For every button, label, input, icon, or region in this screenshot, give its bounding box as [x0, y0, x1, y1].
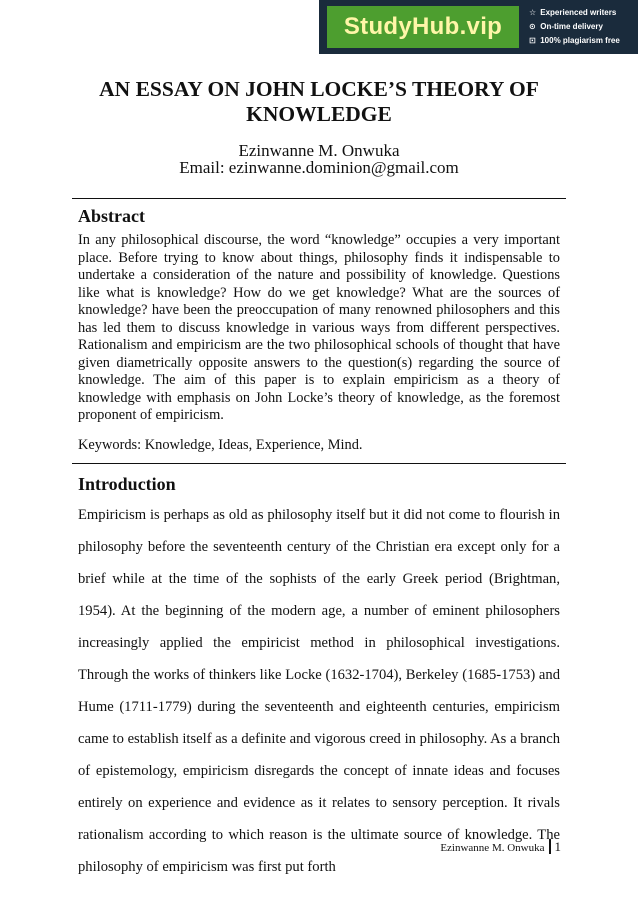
page-footer	[440, 840, 561, 855]
feature-list	[529, 6, 637, 48]
keywords: Keywords: Knowledge, Ideas, Experience, Mind.	[78, 437, 363, 453]
studyhub-banner[interactable]	[319, 0, 638, 54]
divider	[72, 198, 566, 199]
divider	[72, 463, 566, 464]
page-number: 1	[549, 839, 562, 854]
introduction-text: Empiricism is perhaps as old as philosophy itself but it did not come to flourish in philosophy before the seventeenth century of the Christian era except only for a brief while at the time of the sophists of the early Greek period (Brightman, 1954). At the beginning of the modern age, a number of eminent philosophers increasingly applied the empiricist method in philosophical investigations. Through the works of thinkers like Locke (1632-1704), Berkeley (1685-1753) and Hume (1711-1779) during the seventeenth and eighteenth centuries, empiricism came to establish itself as a definite and vigorous creed in philosophy. As a branch of epistemology, empiricism disregards the concept of innate ideas and focuses entirely on experience and evidence as it relates to sensory perception. It rivals rationalism according to which reason is the ultimate source of knowledge. The philosophy of empiricism was first put forth	[78, 507, 560, 875]
clock-icon: ⊙	[529, 22, 536, 31]
document-title: AN ESSAY ON JOHN LOCKE’S THEORY OF KNOWLEDGE	[99, 77, 539, 126]
introduction-heading: Introduction	[78, 474, 176, 494]
star-icon: ☆	[529, 8, 537, 17]
feature-item	[529, 6, 637, 20]
feature-label: On-time delivery	[540, 22, 603, 31]
feature-label: Experienced writers	[540, 8, 617, 17]
studyhub-logo[interactable]: StudyHub.vip	[327, 6, 519, 48]
footer-author: Ezinwanne M. Onwuka	[440, 842, 545, 854]
feature-label: 100% plagiarism free	[540, 36, 620, 45]
author-email: Email: ezinwanne.dominion@gmail.com	[179, 158, 459, 177]
abstract-text: In any philosophical discourse, the word “knowledge” occupies a very important place. Before trying to know about things, philosophy finds it indispensable to undertake a consideration of the nature and possibility of knowledge. Questions like what is knowledge? How do we get knowledge? What are the sources of knowledge? have been the preoccupation of many renowned philosophers and this has led them to discuss knowledge in various ways from different perspectives. Rationalism and empiricism are the two philosophical schools of thought that have given diametrically opposite answers to the question(s) regarding the source of knowledge. The aim of this paper is to explain empiricism as a theory of knowledge with emphasis on John Locke’s theory of knowledge, as the foremost proponent of empiricism.	[78, 232, 560, 423]
author-name: Ezinwanne M. Onwuka	[238, 141, 400, 160]
shield-icon: ⊡	[529, 36, 536, 45]
feature-item	[529, 34, 637, 48]
feature-item	[529, 20, 637, 34]
abstract-heading: Abstract	[78, 206, 145, 226]
